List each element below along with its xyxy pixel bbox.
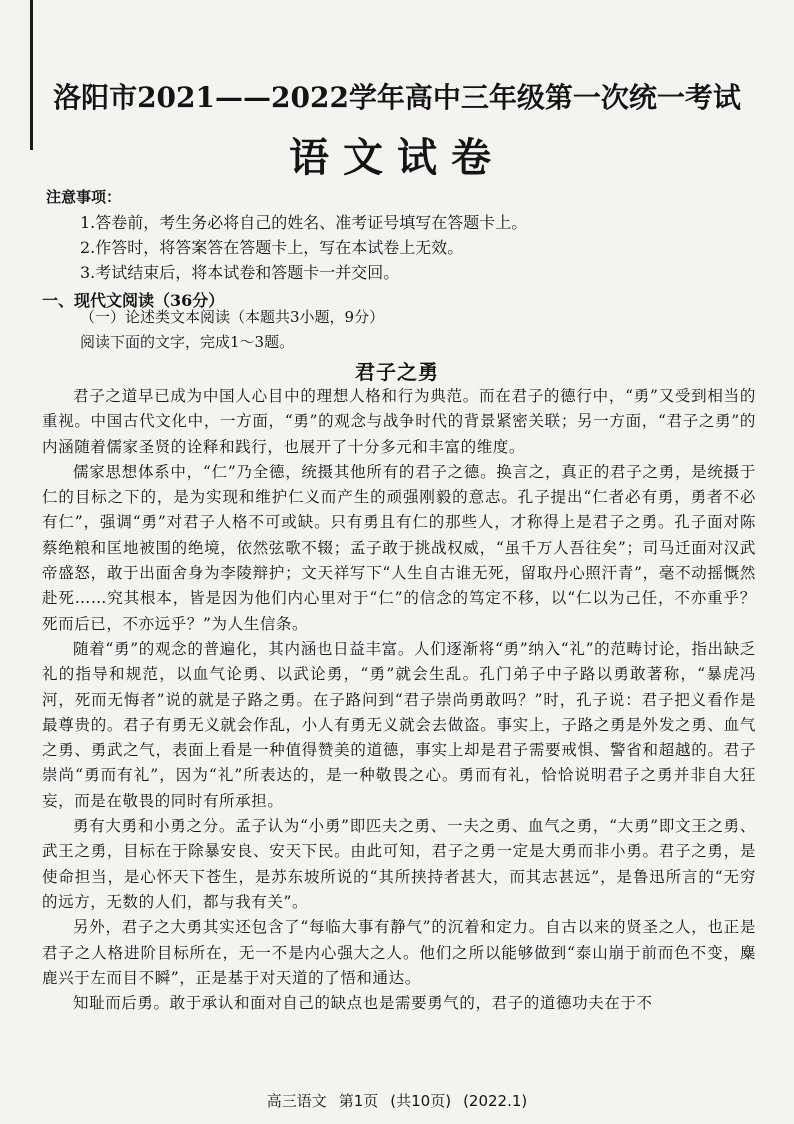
notice-heading: 注意事项： [46, 188, 122, 206]
article-title: 君子之勇 [355, 360, 439, 384]
footer-total: (共10页) [390, 1092, 452, 1110]
notice-item-1: 1.答卷前，考生务必将自己的姓名、准考证号填写在答题卡上。 [80, 213, 528, 232]
article-paragraph: 随着“勇”的观念的普遍化，其内涵也日益丰富。人们逐渐将“勇”纳入“礼”的范畴讨论，指出缺乏礼的指导和规范，以血气论勇、以武论勇，“勇”就会生乱。孔门弟子中子路以勇敢著称，“暴虎冯河，死而无悔者”说的就是子路之勇。在子路问到“君子崇尚勇敢吗？”时，孔子说：君子把义看作是最尊贵的。君子有勇无义就会作乱，小人有勇无义就会去做盗。事实上，子路之勇是外发之勇、血气之勇、勇武之气，表面上看是一种值得赞美的道德，事实上却是君子需要戒惧、警省和超越的。君子崇尚“勇而有礼”，因为“礼”所表达的，是一种敬畏之心。勇而有礼，恰恰说明君子之勇并非自大狂妄，而是在敬畏的同时有所承担。 [42, 639, 756, 810]
article-paragraph: 君子之道早已成为中国人心目中的理想人格和行为典范。而在君子的德行中，“勇”又受到相当的重视。中国古代文化中，一方面，“勇”的观念与战争时代的背景紧密关联；另一方面，“君子之勇”的内涵随着儒家圣贤的诠释和践行，也展开了十分多元和丰富的维度。 [42, 387, 756, 456]
article-paragraph: 勇有大勇和小勇之分。孟子认为“小勇”即匹夫之勇、一夫之勇、血气之勇，“大勇”即文王之勇、武王之勇，目标在于除暴安良、安天下民。由此可知，君子之勇一定是大勇而非小勇。君子之勇，是使命担当，是心怀天下苍生，是苏东坡所说的“其所挟持者甚大，而其志甚远”，是鲁迅所言的“无穷的远方，无数的人们，都与我有关”。 [42, 817, 756, 911]
article-paragraph: 儒家思想体系中，“仁”乃全德，统摄其他所有的君子之德。换言之，真正的君子之勇，是统摄于仁的目标之下的，是为实现和维护仁义而产生的顽强刚毅的意志。孔子提出“仁者必有勇，勇者不必有仁”，强调“勇”对君子人格不可或缺。只有勇且有仁的那些人，才称得上是君子之勇。孔子面对陈蔡绝粮和匡地被围的绝境，依然弦歌不辍；孟子敢于挑战权威，“虽千万人吾往矣”；司马迁面对汉武帝盛怒，敢于出面舍身为李陵辩护；文天祥写下“人生自古谁无死，留取丹心照汗青”，毫不动摇慨然赴死……究其根本，皆是因为他们内心里对于“仁”的信念的笃定不移，以“仁以为己任，不亦重乎？死而后已，不亦远乎？”为人生信条。 [42, 462, 756, 633]
notice-item-2: 2.作答时，将答案答在答题卡上，写在本试卷上无效。 [80, 238, 464, 257]
footer-subject: 高三语文 [266, 1092, 327, 1110]
footer-date: (2022.1) [463, 1092, 528, 1110]
page-footer [0, 1090, 794, 1111]
section-heading: 一、现代文阅读（36分） [42, 291, 225, 310]
subsection-heading: （一）论述类文本阅读（本题共3小题，9分） [80, 308, 385, 326]
footer-page: 第1页 [338, 1092, 379, 1110]
article-body [42, 384, 756, 1016]
notice-item-3: 3.考试结束后，将本试卷和答题卡一并交回。 [80, 263, 400, 282]
article-paragraph: 另外，君子之大勇其实还包含了“每临大事有静气”的沉着和定力。自古以来的贤圣之人，也正是君子之人格进阶目标所在，无一不是内心强大之人。他们之所以能够做到“泰山崩于前而色不变，麋鹿兴于左而目不瞬”，正是基于对天道的了悟和通达。 [42, 918, 756, 987]
reading-instruction: 阅读下面的文字，完成1～3题。 [80, 333, 295, 351]
article-paragraph: 知耻而后勇。敢于承认和面对自己的缺点也是需要勇气的，君子的道德功夫在于不 [73, 994, 653, 1013]
paper-title: 语文试卷 [289, 134, 505, 181]
exam-title: 洛阳市2021——2022学年高中三年级第一次统一考试 [53, 81, 741, 114]
